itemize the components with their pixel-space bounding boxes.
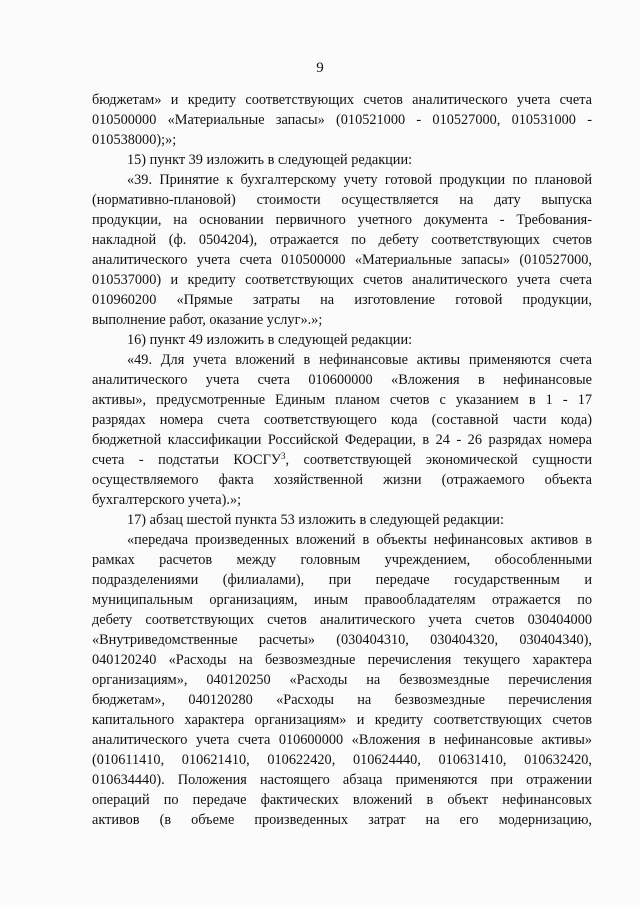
text-line: 16) пункт 49 изложить в следующей редакции: bbox=[127, 332, 413, 348]
text-line: 010960200 «Прямые затраты на изготовление готовой продукции, bbox=[92, 292, 592, 308]
text-line: накладной (ф. 0504204), отражается по дебету соответствующих счетов bbox=[92, 232, 592, 248]
text-line: дебету соответствующих счетов аналитического учета счетов 030404000 bbox=[92, 612, 592, 628]
page-number: 9 bbox=[316, 60, 324, 76]
text-line: 010538000);»; bbox=[92, 132, 177, 148]
text-line: муниципальным организациям, иным правообладателям отражается по bbox=[92, 592, 592, 608]
footnote-mark: 3 bbox=[280, 451, 286, 461]
text-line: 010537000) и кредиту соответствующих счетов аналитического учета счета bbox=[92, 272, 592, 288]
text-line: бухгалтерского учета).»; bbox=[92, 492, 242, 508]
text-line: организациям», 040120250 «Расходы на безвозмездные перечисления bbox=[92, 672, 592, 688]
text-line: аналитического учета счета 010500000 «Материальные запасы» (010527000, bbox=[92, 252, 592, 268]
text-line: операций по передаче фактических вложений в объект нефинансовых bbox=[92, 792, 592, 808]
text-line: «Внутриведомственные расчеты» (030404310, 030404320, 030404340), bbox=[92, 632, 592, 648]
document-body bbox=[92, 90, 592, 830]
text-line: активов (в объеме произведенных затрат на его модернизацию, bbox=[92, 812, 592, 828]
text-line: 17) абзац шестой пункта 53 изложить в следующей редакции: bbox=[127, 512, 504, 528]
text-line: аналитического учета счета 010600000 «Вложения в нефинансовые активы» bbox=[92, 732, 592, 748]
text-line: капитального характера организациям» и кредиту соответствующих счетов bbox=[92, 712, 592, 728]
text-line: «49. Для учета вложений в нефинансовые активы применяются счета bbox=[127, 352, 592, 368]
text-line: 040120240 «Расходы на безвозмездные перечисления текущего характера bbox=[92, 652, 592, 668]
text-line: 010500000 «Материальные запасы» (010521000 - 010527000, 010531000 - bbox=[92, 112, 592, 128]
text-line: бюджетам» и кредиту соответствующих счетов аналитического учета счета bbox=[92, 92, 592, 108]
text-line: рамках расчетов между головным учреждением, обособленными bbox=[92, 552, 592, 568]
text-line: продукции, на основании первичного учетного документа - Требования- bbox=[92, 212, 592, 228]
text-line: аналитического учета счета 010600000 «Вложения в нефинансовые bbox=[92, 372, 592, 388]
text-line: 010634440). Положения настоящего абзаца применяются при отражении bbox=[92, 772, 592, 788]
text-line: активы», предусмотренные Единым планом счетов с указанием в 1 - 17 bbox=[92, 392, 592, 408]
text-line: разрядах номера счета соответствующего кода (составной части кода) bbox=[92, 412, 592, 428]
text-line: бюджетной классификации Российской Федерации, в 24 - 26 разрядах номера bbox=[92, 432, 592, 448]
text-line: подразделениями (филиалами), при передаче государственным и bbox=[92, 572, 592, 588]
text-line: 15) пункт 39 изложить в следующей редакции: bbox=[127, 152, 413, 168]
text-line: осуществляемого факта хозяйственной жизни (отражаемого объекта bbox=[92, 472, 592, 488]
text-line: (010611410, 010621410, 010622420, 010624440, 010631410, 010632420, bbox=[92, 752, 592, 768]
text-line: «39. Принятие к бухгалтерскому учету готовой продукции по плановой bbox=[127, 172, 592, 188]
text-line: счета - подстатьи КОСГУ$^3$, соответствующей экономической сущности bbox=[92, 451, 593, 468]
text-line: (нормативно-плановой) стоимости осуществляется на дату выпуска bbox=[92, 192, 592, 208]
text-line: бюджетам», 040120280 «Расходы на безвозмездные перечисления bbox=[92, 692, 592, 708]
text-line: выполнение работ, оказание услуг».»; bbox=[92, 312, 323, 328]
text-line: «передача произведенных вложений в объекты нефинансовых активов в bbox=[127, 532, 592, 548]
